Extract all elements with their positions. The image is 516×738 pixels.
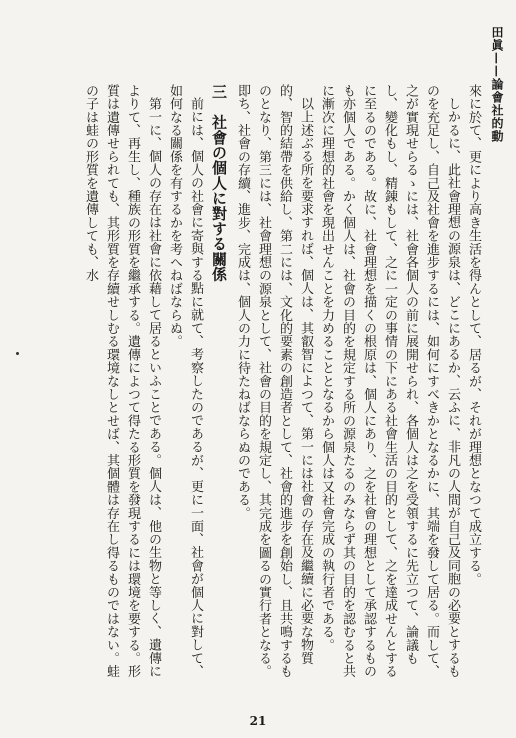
page-number: 21	[249, 714, 267, 728]
paragraph-4: 前には、個人の社會に寄與する點に就て、考察したのであるが、更に一面、社會が個人に對して、如何なる關係を有するかを考へねばならぬ。	[167, 84, 203, 678]
paragraph-2: しかるに、此社會理想の源泉は、どこにあるか、云ふに、非凡の人間が自己及同胞の必要とするものを充足し、自己及社會を進步するには、如何にすべきかとなるかに、其端を發して居る。而して、之が實現せらるゝには、社會各個人の前に展開せられ、各個人は之を受領するに先立つて、論議もし、變化もし、精錬もして、之に一定の事情の下にある社會生活の目的として、之を達成せんとするに至るのである。故に、社會理想を描くの根原は、個人にあり、之を社會の理想として承認するものも亦個人である。かく個人は、社會の目的を規定する所の源泉たるのみならず其の目的を認むると共に漸次に理想的社會を現出せんことを力めることとなるから個人は又社會完成の執行者である。	[319, 84, 460, 678]
section-heading: 三 社會の個人に對する關係	[210, 84, 228, 282]
running-head: 田眞——論會社的動	[490, 26, 504, 143]
body-text	[64, 84, 484, 684]
paragraph-1: 來に於て、更により高き生活を得んとして、居るが、それが理想となつて成立する。	[466, 84, 481, 586]
paragraph-5: 第一に、個人の存在は社會に依藉して居るといふことである。個人は、他の生物と等しく、遺傳によりて、再生し、種族の形質を繼承する。遺傳によつて得たる形質を發現するには環境を要する。形質は遺傳せられても、其形質を存續せしむる環境なしとせば、其個體は存在し得るものではない。蛙の子は蛙の形質を遺傳しても、水	[83, 84, 161, 678]
ink-speck	[16, 352, 19, 355]
paragraph-3: 以上述ぶる所を要求すれば、個人は、其叡智によつて、第一には社會の存在及繼續に必要な物質的、智的結帶を供給し、第二には、文化的要素の創造者として、社會的進步を創始し、且共鳴するものとなり、第三には、社會理想の源泉として、社會の目的を規定し、其完成を圖るの實行者となる。即ち、社會の存續、進步、完成は、個人の力に待たねばならぬのである。	[235, 84, 313, 678]
